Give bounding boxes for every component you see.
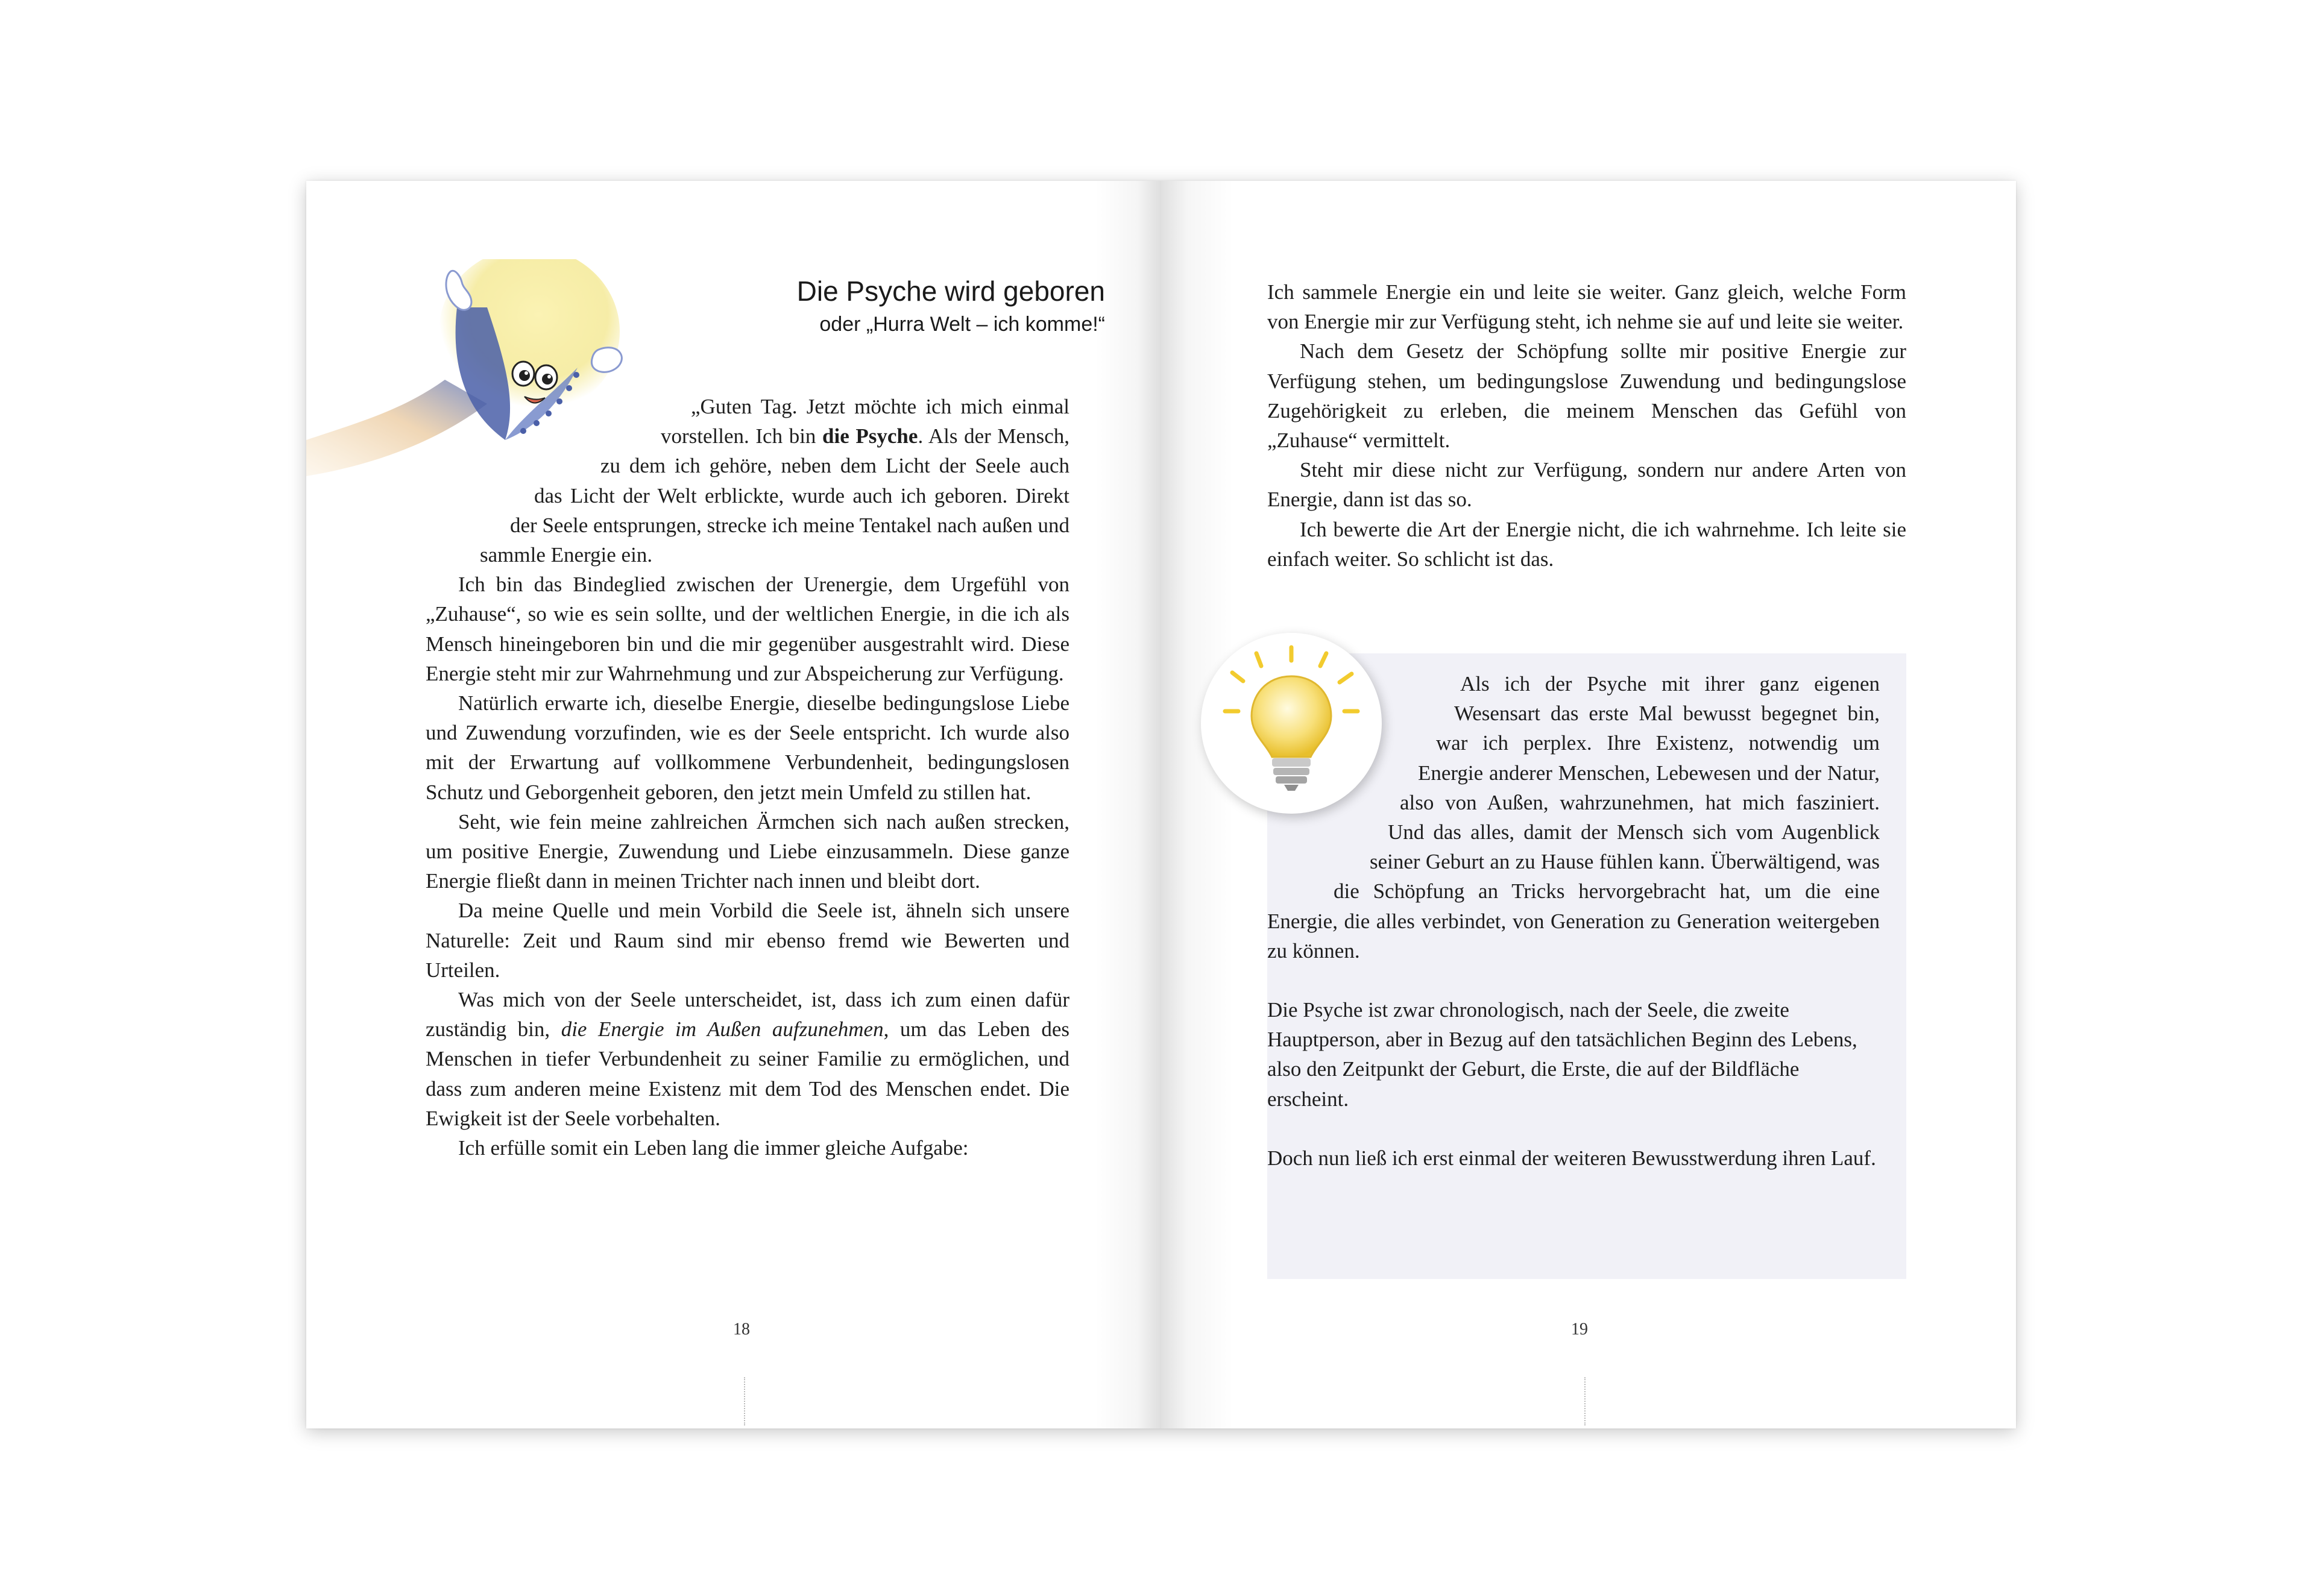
- chapter-subtitle: oder „Hurra Welt – ich komme!“: [819, 313, 1105, 336]
- fold-marker: [744, 1377, 745, 1425]
- fold-marker: [1584, 1377, 1586, 1425]
- paragraph: Doch nun ließ ich erst einmal der weiteren Bewusstwerdung ihren Lauf.: [1267, 1146, 1876, 1170]
- paragraph: Als ich der Psyche mit ihrer ganz eigenen Wesensart das erste Mal bewusst begegnet bin, war ich perplex. Ihre Existenz, notwendig um Energie anderer Menschen, Lebewesen und der Natur, also von Außen, wahrzunehmen, hat mich fasziniert. Und das alles, damit der Mensch sich vom Augenblick seiner Geburt an zu Hause fühlen kann. Überwältigend, was die Schöpfung an Tricks hervorgebracht hat, um die eine Energie, die alles verbindet, von Generation zu Generation weitergeben zu können.: [1267, 672, 1880, 963]
- paragraph: Ich bewerte die Art der Energie nicht, die ich wahrnehme. Ich leite sie einfach weiter. So schlicht ist das.: [1267, 517, 1906, 571]
- paragraph: Ich bin das Bindeglied zwischen der Urenergie, dem Urgefühl von „Zuhause“, so wie es sein sollte, und der weltlichen Energie, in die ich als Mensch hineingeboren bin und die mir gegenüber ausgestrahlt wird. Diese Energie steht mir zur Wahrnehmung und zur Abspeicherung zur Verfügung.: [426, 573, 1069, 685]
- chapter-heading: [797, 273, 1105, 339]
- page-number-left: 18: [733, 1320, 750, 1339]
- paragraph: „Guten Tag. Jetzt möchte ich mich einmal vorstellen. Ich bin die Psyche. Als der Mensch, zu dem ich gehöre, neben dem Licht der Seele auch das Licht der Welt erblickte, wurde auch ich geboren. Direkt der Seele entsprungen, strecke ich meine Tentakel nach außen und sammle Energie ein.: [480, 395, 1069, 567]
- page-number-right: 19: [1571, 1320, 1588, 1339]
- book-spread: [306, 181, 2016, 1428]
- left-page: [306, 181, 1161, 1428]
- paragraph: Natürlich erwarte ich, dieselbe Energie, dieselbe bedingungslose Liebe und Zuwendung vorzufinden, wie es der Seele entspricht. Ich wurde also mit der Erwartung auf vollkommene Verbundenheit, bedingungslosen Schutz und Geborgenheit geboren, den jetzt mein Umfeld zu stillen hat.: [426, 691, 1069, 804]
- paragraph: Was mich von der Seele unterscheidet, ist, dass ich zum einen dafür zuständig bin, die Energie im Außen aufzunehmen, um das Leben des Menschen in tiefer Verbundenheit zu seiner Familie zu ermöglichen, und dass zum anderen meine Existenz mit dem Tod des Menschen endet. Die Ewigkeit ist der Seele vorbehalten.: [426, 988, 1069, 1130]
- paragraph: Ich sammele Energie ein und leite sie weiter. Ganz gleich, welche Form von Energie mir zur Verfügung steht, ich nehme sie auf und leite sie weiter.: [1267, 280, 1906, 334]
- chapter-title: Die Psyche wird geboren: [796, 275, 1105, 307]
- reflection-text: [1267, 669, 1906, 1173]
- left-body-text: [426, 392, 1069, 1163]
- paragraph: Nach dem Gesetz der Schöpfung sollte mir positive Energie zur Verfügung stehen, um bedingungslose Zuwendung und bedingungslose Zugehörigkeit zu erleben, die meinem Menschen das Gefühl von „Zuhause“ vermittelt.: [1267, 339, 1906, 453]
- paragraph: Ich erfülle somit ein Leben lang die immer gleiche Aufgabe:: [458, 1136, 969, 1160]
- paragraph: Die Psyche ist zwar chronologisch, nach der Seele, die zweite Hauptperson, aber in Bezug auf den tatsächlichen Beginn des Lebens, also den Zeitpunkt der Geburt, die Erste, die auf der Bildfläche erscheint.: [1267, 998, 1857, 1111]
- paragraph: Steht mir diese nicht zur Verfügung, sondern nur andere Arten von Energie, dann ist das so.: [1267, 458, 1906, 512]
- paragraph: Seht, wie fein meine zahlreichen Ärmchen sich nach außen strecken, um positive Energie, Zuwendung und Liebe einzusammeln. Diese ganze Energie fließt dann in meinen Trichter nach innen und bleibt dort.: [426, 809, 1069, 893]
- right-page: [1161, 181, 2016, 1428]
- paragraph: Da meine Quelle und mein Vorbild die Seele ist, ähneln sich unsere Naturelle: Zeit und Raum sind mir ebenso fremd wie Bewerten und Urteilen.: [426, 899, 1069, 982]
- right-body-text: [1267, 277, 1906, 574]
